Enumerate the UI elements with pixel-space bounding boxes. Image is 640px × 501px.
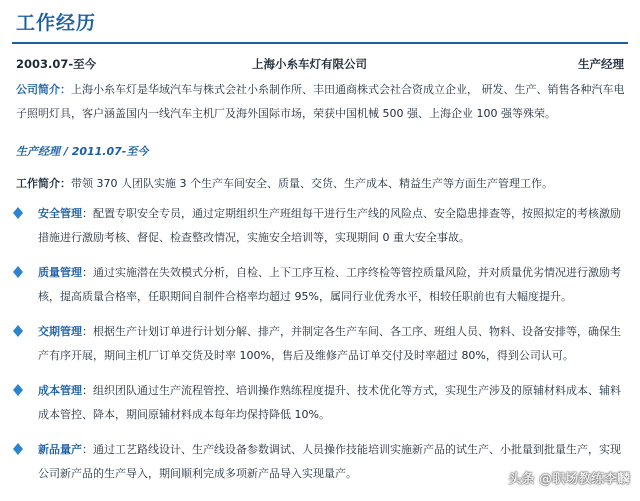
work-intro-label: 工作简介： [16,177,71,190]
diamond-bullet-icon [12,207,24,219]
bullet-body: ：根据生产计划订单进行计划分解、排产，并制定各生产车间、各工序、班组人员、物料、设备安排等，确保生产有序开展，期间主机厂订单交货及时率 100%，售后及维修产品订单交付及时率超过 80%，得到公司认可。 [38,325,621,362]
bullet-label: 安全管理 [38,207,82,220]
job-period: 2003.07-至今 [16,57,97,71]
bullet-label: 新品量产 [38,443,82,456]
job-role: 生产经理 [578,57,624,71]
company-intro-label: 公司简介： [16,83,71,96]
bullet-text [38,320,628,368]
diamond-bullet-icon [12,384,24,396]
bullet-quality [12,261,628,311]
bullet-safety [12,202,628,252]
position-title: 生产经理 [16,145,60,158]
bullet-body: ：通过实施潜在失效模式分析，自检、上下工序互检、工序终检等管控质量风险，并对质量优劣情况进行激励考核，提高质量合格率，任职期间自制件合格率均超过 95%，属同行业优秀水平，相较任职前也有大幅度提升。 [38,266,621,303]
bullet-body: ：组织团队通过生产流程管控、培训操作熟练程度提升、技术优化等方式，实现生产涉及的原辅材料成本、辅料成本管控、降本，期间原辅材料成本每年均保持降低 10%。 [38,384,621,421]
section-divider [12,42,628,44]
company-name: 上海小糸车灯有限公司 [252,57,367,71]
company-intro [16,78,628,126]
diamond-bullet-icon [12,325,24,337]
bullet-label: 质量管理 [38,266,82,279]
diamond-bullet-icon [12,443,24,455]
bullet-text [38,261,628,309]
bullet-delivery [12,320,628,370]
bullet-text [38,202,628,250]
bullet-text [38,379,628,427]
company-intro-text: 上海小糸车灯是华域汽车与株式会社小糸制作所、丰田通商株式会社合资成立企业， 研发、生产、销售各种汽车电子照明灯具，客户涵盖国内一线汽车主机厂及海外国际市场，荣获中国机械 500 强、上海企业 100 强等殊荣。 [16,83,625,120]
work-intro [16,172,628,196]
position-separator: / [60,145,72,158]
position-line [16,143,148,159]
bullet-cost [12,379,628,429]
job-header [16,56,624,74]
bullet-body: ：通过工艺路线设计、生产线设备参数调试、人员操作技能培训实施新产品的试生产、小批量到批量生产，实现公司新产品的生产导入，期间顺利完成多项新产品导入实现量产。 [38,443,621,480]
bullet-body: ：配置专职安全专员，通过定期组织生产班组每干进行生产线的风险点、安全隐患排查等，按照拟定的考核激励措施进行激励考核、督促、检查整改情况，实施安全培训等，实现期间 0 重大安全事故。 [38,207,621,244]
section-title: 工作经历 [16,12,97,34]
work-intro-text: 带领 370 人团队实施 3 个生产车间安全、质量、交货、生产成本、精益生产等方面生产管理工作。 [71,177,553,190]
bullet-label: 交期管理 [38,325,82,338]
diamond-bullet-icon [12,266,24,278]
bullet-label: 成本管理 [38,384,82,397]
watermark: 头条 @职场教练李麟 [508,472,630,487]
position-period: 2011.07-至今 [71,145,149,158]
